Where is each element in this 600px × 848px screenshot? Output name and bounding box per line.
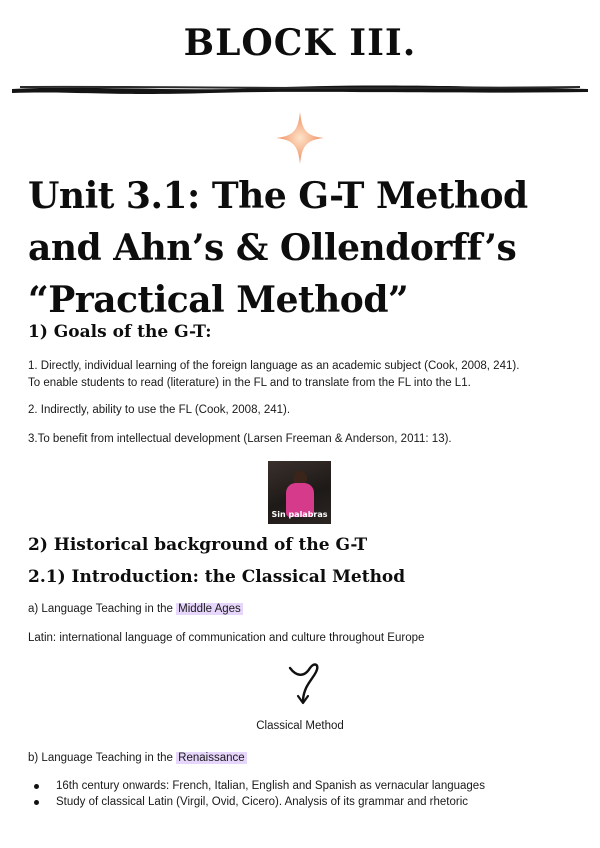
goals-heading: 1) Goals of the G-T: [28, 322, 212, 342]
latin-line: Latin: international language of communication and culture throughout Europe [28, 632, 425, 644]
bullet-icon [34, 800, 39, 805]
middle-ages-prefix: a) Language Teaching in the [28, 603, 177, 615]
renaissance-highlight: Renaissance [178, 752, 245, 764]
block-title: BLOCK III. [183, 22, 417, 64]
classical-method-subheading: 2.1) Introduction: the Classical Method [28, 567, 406, 587]
bullet-text: 16th century onwards: French, Italian, English and Spanish as vernacular languages [56, 780, 485, 792]
historical-background-heading: 2) Historical background of the G-T [28, 535, 368, 555]
list-item [34, 778, 485, 794]
renaissance-bullet-list [34, 778, 485, 810]
unit-title [28, 170, 588, 326]
bullet-icon [34, 784, 39, 789]
curved-arrow-down-icon [282, 660, 322, 706]
middle-ages-highlight: Middle Ages [178, 603, 241, 615]
goal-item-1-line-2: To enable students to read (literature) in the FL and to translate from the FL into the L1. [28, 377, 471, 389]
brush-stroke-divider [10, 82, 590, 96]
goal-item-1-line-1: 1. Directly, individual learning of the foreign language as an academic subject (Cook, 2008, 241). [28, 360, 520, 372]
sin-palabras-image [268, 461, 331, 524]
list-item [34, 794, 485, 810]
sparkle-icon [276, 112, 324, 164]
image-caption: Sin palabras [271, 510, 328, 519]
classical-method-caption: Classical Method [256, 720, 344, 732]
unit-title-line-3: “Practical Method” [28, 279, 409, 321]
renaissance-line [28, 750, 247, 767]
goal-item-3: 3.To benefit from intellectual development (Larsen Freeman & Anderson, 2011: 13). [28, 433, 452, 445]
unit-title-line-1: Unit 3.1: The G-T Method [28, 175, 528, 217]
bullet-text: Study of classical Latin (Virgil, Ovid, Cicero). Analysis of its grammar and rhetoric [56, 796, 469, 808]
unit-title-line-2: and Ahn’s & Ollendorff’s [28, 227, 517, 269]
middle-ages-line [28, 601, 243, 618]
goal-item-2: 2. Indirectly, ability to use the FL (Cook, 2008, 241). [28, 404, 291, 416]
renaissance-prefix: b) Language Teaching in the [28, 752, 177, 764]
